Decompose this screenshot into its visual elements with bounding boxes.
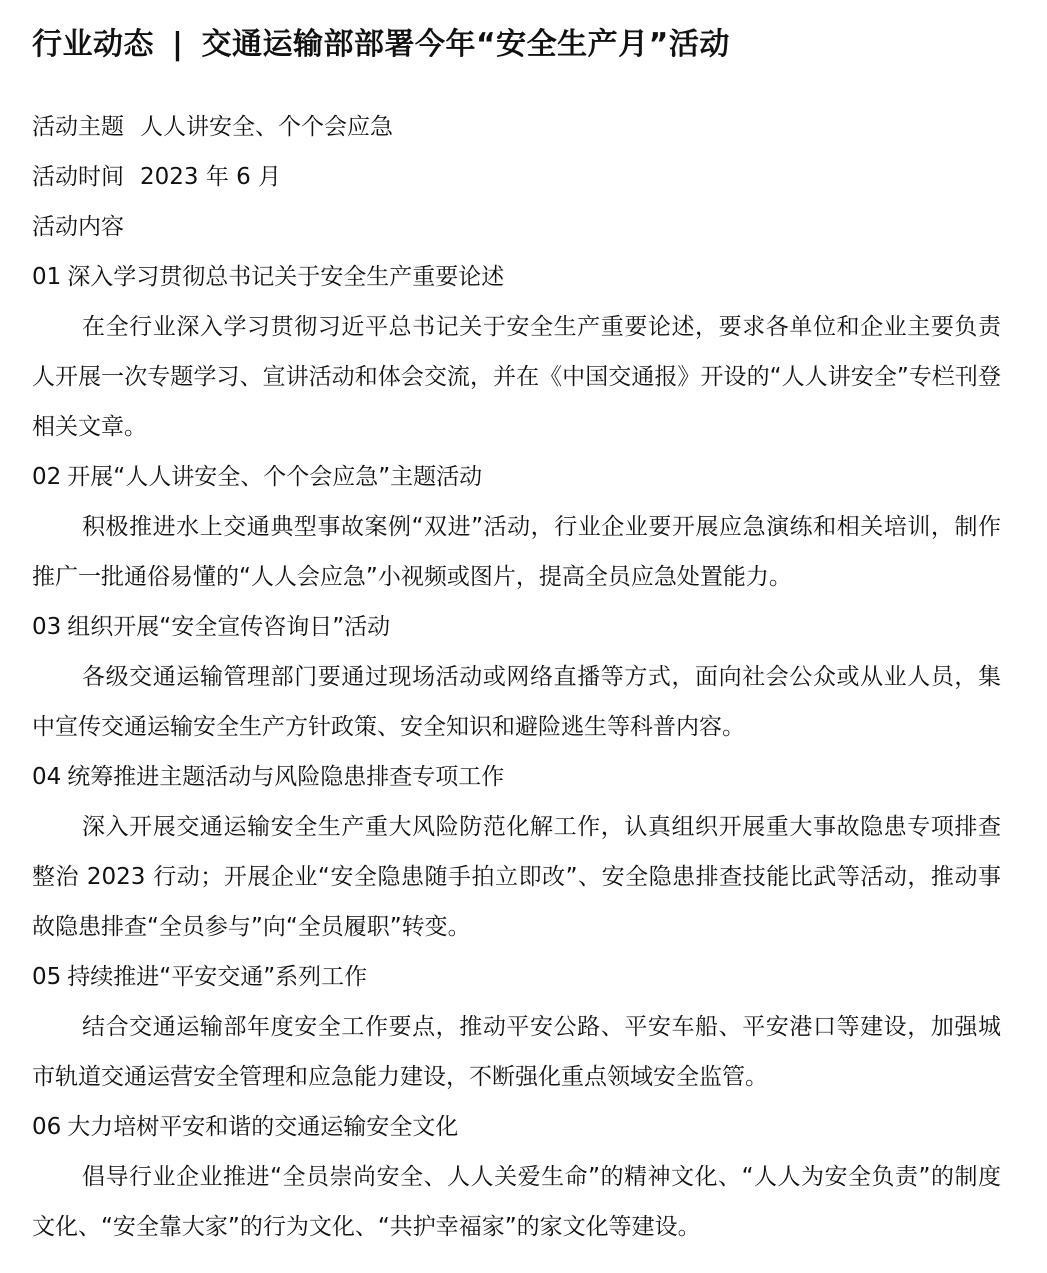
section-heading-05	[32, 952, 1001, 1002]
section-number: 05	[32, 964, 62, 990]
activity-content-label: 活动内容	[32, 214, 124, 240]
activity-theme-label: 活动主题	[32, 114, 124, 140]
section-body-06: 倡导行业企业推进“全员崇尚安全、人人关爱生命”的精神文化、“人人为安全负责”的制度文化、“安全靠大家”的行为文化、“共护幸福家”的家文化等建设。	[32, 1164, 1001, 1240]
section-number: 01	[32, 264, 62, 290]
section-title: 深入学习贯彻总书记关于安全生产重要论述	[67, 264, 505, 290]
section-number: 04	[32, 764, 62, 790]
section-heading-04	[32, 752, 1001, 802]
section-title: 大力培树平安和谐的交通运输安全文化	[67, 1114, 459, 1140]
activity-theme-row	[32, 102, 1001, 152]
activity-time-row	[32, 152, 1001, 202]
section-body-03: 各级交通运输管理部门要通过现场活动或网络直播等方式，面向社会公众或从业人员，集中宣传交通运输安全生产方针政策、安全知识和避险逃生等科普内容。	[32, 664, 1001, 740]
category-label: 行业动态	[32, 27, 154, 62]
section-title: 组织开展“安全宣传咨询日”活动	[67, 614, 391, 640]
section-body-02: 积极推进水上交通典型事故案例“双进”活动，行业企业要开展应急演练和相关培训，制作推广一批通俗易懂的“人人会应急”小视频或图片，提高全员应急处置能力。	[32, 514, 1001, 590]
section-title: 统筹推进主题活动与风险隐患排查专项工作	[67, 764, 505, 790]
section-title: 开展“人人讲安全、个个会应急”主题活动	[67, 464, 483, 490]
activity-time-label: 活动时间	[32, 164, 124, 190]
section-body-04: 深入开展交通运输安全生产重大风险防范化解工作，认真组织开展重大事故隐患专项排查整治 2023 行动；开展企业“安全隐患随手拍立即改”、安全隐患排查技能比武等活动，推动事故隐患排查“全员参与”向“全员履职”转变。	[32, 814, 1001, 940]
section-heading-02	[32, 452, 1001, 502]
section-body-05: 结合交通运输部年度安全工作要点，推动平安公路、平安车船、平安港口等建设，加强城市轨道交通运营安全管理和应急能力建设，不断强化重点领域安全监管。	[32, 1014, 1001, 1090]
section-body-01: 在全行业深入学习贯彻习近平总书记关于安全生产重要论述，要求各单位和企业主要负责人开展一次专题学习、宣讲活动和体会交流，并在《中国交通报》开设的“人人讲安全”专栏刊登相关文章。	[32, 314, 1001, 440]
title-separator: |	[172, 27, 184, 62]
page-title	[32, 20, 1001, 70]
headline-text: 交通运输部部署今年“安全生产月”活动	[201, 27, 730, 62]
section-heading-01	[32, 252, 1001, 302]
section-heading-06	[32, 1102, 1001, 1152]
activity-theme-value: 人人讲安全、个个会应急	[140, 114, 393, 140]
activity-time-value: 2023 年 6 月	[140, 164, 282, 190]
section-title: 持续推进“平安交通”系列工作	[67, 964, 368, 990]
section-heading-03	[32, 602, 1001, 652]
section-number: 06	[32, 1114, 62, 1140]
section-number: 03	[32, 614, 62, 640]
section-number: 02	[32, 464, 62, 490]
